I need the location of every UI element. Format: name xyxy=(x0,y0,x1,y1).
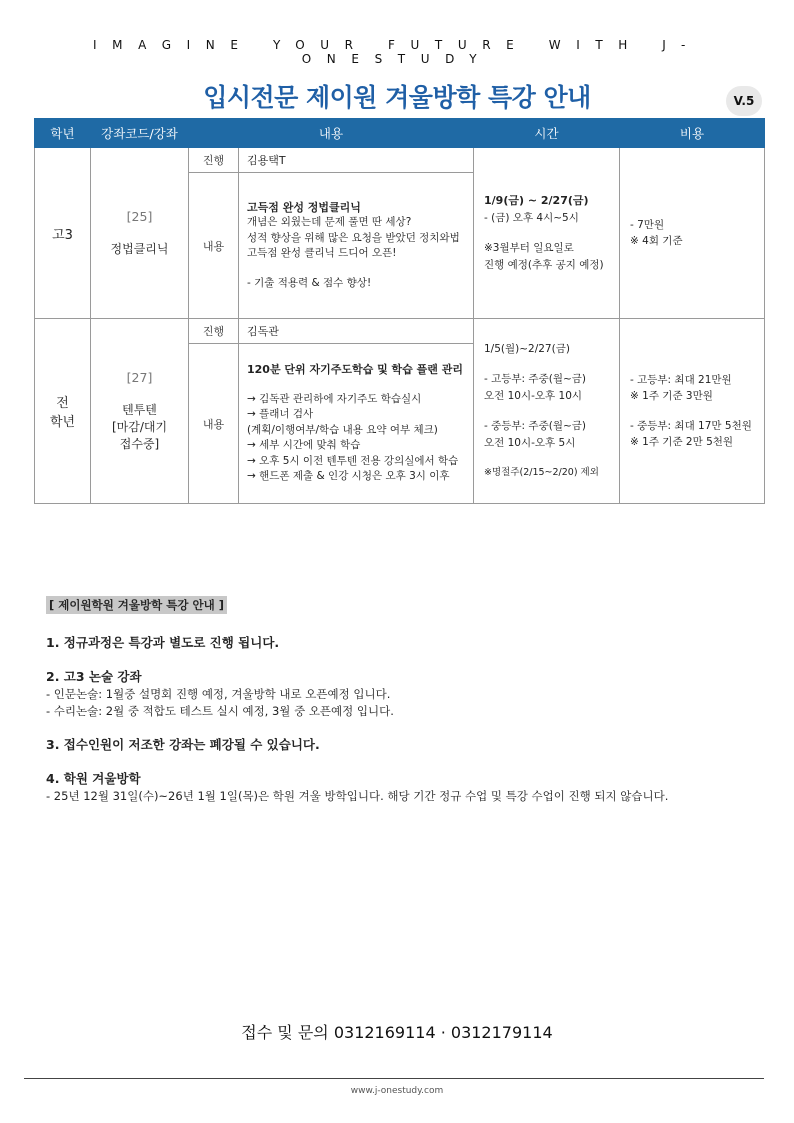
cost-line: - 고등부: 최대 21만원 xyxy=(630,374,732,386)
course-code: [27] xyxy=(126,370,153,385)
course-status: [마감/대기 xyxy=(111,420,168,434)
time-line: 1/5(월)~2/27(금) xyxy=(484,342,570,355)
grade-line: 학년 xyxy=(49,415,76,430)
time-cell xyxy=(474,148,620,319)
time-cell xyxy=(474,319,620,504)
notice-heading: 4. 학원 겨울방학 xyxy=(46,771,141,786)
instructor-name: 김용택T xyxy=(239,148,474,173)
notice-line: - 수리논술: 2월 중 적합도 테스트 실시 예정, 3월 중 오픈예정 입니다. xyxy=(46,704,394,718)
cost-line: - 중등부: 최대 17만 5천원 xyxy=(630,420,752,432)
course-name: 텐투텐 xyxy=(122,403,157,417)
col-header-time: 시간 xyxy=(474,119,620,148)
time-line: 오전 10시-오후 5시 xyxy=(484,436,576,449)
content-line: - 기출 적용력 & 점수 향상! xyxy=(247,276,372,289)
notice-item xyxy=(46,634,766,652)
notice-heading: 1. 정규과정은 특강과 별도로 진행 됩니다. xyxy=(46,635,280,650)
content-line: 성적 향상을 위해 많은 요청을 받았던 정치와법 xyxy=(247,231,460,244)
page-title: 입시전문 제이원 겨울방학 특강 안내 xyxy=(203,83,591,112)
notice-heading: 2. 고3 논술 강좌 xyxy=(46,669,142,684)
content-label: 내용 xyxy=(189,173,239,319)
grade-line: 전 xyxy=(56,396,69,411)
time-line: 오전 10시-오후 10시 xyxy=(484,389,583,402)
time-line: - 중등부: 주중(월~금) xyxy=(484,420,586,432)
course-cell xyxy=(91,148,189,319)
time-line: - (금) 오후 4시~5시 xyxy=(484,211,579,224)
time-line: ※3월부터 일요일로 xyxy=(484,242,574,254)
notice-line: - 25년 12월 31일(수)~26년 1월 1일(목)은 학원 겨울 방학입니다. 해당 기간 정규 수업 및 특강 수업이 진행 되지 않습니다. xyxy=(46,789,669,803)
table-header-row xyxy=(35,119,765,148)
version-badge: V.5 xyxy=(726,86,762,116)
website-link[interactable]: www.j-onestudy.com xyxy=(350,1086,444,1096)
notice-item xyxy=(46,736,766,754)
course-table xyxy=(34,118,765,504)
instructor-label: 진행 xyxy=(189,148,239,173)
content-title: 120분 단위 자기주도학습 및 학습 플랜 관리 xyxy=(247,363,463,377)
table-row xyxy=(35,319,765,344)
content-line: 고득점 완성 클리닉 드디어 오픈! xyxy=(247,247,397,260)
time-line: 진행 예정(추후 공지 예정) xyxy=(484,258,604,271)
grade-cell: 고3 xyxy=(35,148,91,319)
cost-cell xyxy=(620,148,765,319)
content-line: → 김독관 관리하에 자기주도 학습실시 xyxy=(247,392,422,405)
time-line: ※명절주(2/15~2/20) 제외 xyxy=(484,467,599,478)
col-header-grade: 학년 xyxy=(35,119,91,148)
course-name: 정법클리닉 xyxy=(110,242,169,256)
time-title: 1/9(금) ~ 2/27(금) xyxy=(484,194,589,207)
content-label: 내용 xyxy=(189,344,239,504)
course-code: [25] xyxy=(126,209,153,224)
content-line: → 세부 시간에 맞춰 학습 xyxy=(247,439,361,452)
col-header-content: 내용 xyxy=(189,119,474,148)
cost-cell xyxy=(620,319,765,504)
tagline: IMAGINE YOUR FUTURE WITH J-ONESTUDY xyxy=(93,38,701,66)
table-row xyxy=(35,148,765,173)
grade-cell xyxy=(35,319,91,504)
course-status: 접수중] xyxy=(119,437,160,451)
cost-line: ※ 1주 기준 3만원 xyxy=(630,390,713,402)
cost-line: ※ 4회 기준 xyxy=(630,235,683,247)
cost-line: - 7만원 xyxy=(630,219,665,231)
notice-item xyxy=(46,668,766,720)
instructor-name: 김독관 xyxy=(239,319,474,344)
content-line: → 오후 5시 이전 텐투텐 전용 강의실에서 학습 xyxy=(247,454,459,467)
time-line: - 고등부: 주중(월~금) xyxy=(484,373,586,385)
content-line: (계획/이행여부/학습 내용 요약 여부 체크) xyxy=(247,423,438,436)
content-cell xyxy=(239,173,474,319)
cost-line: ※ 1주 기준 2만 5천원 xyxy=(630,436,734,448)
col-header-cost: 비용 xyxy=(620,119,765,148)
content-line: 개념은 외웠는데 문제 풀면 딴 세상? xyxy=(247,216,412,229)
footer-divider xyxy=(24,1078,764,1079)
content-line: → 플래너 검사 xyxy=(247,408,314,421)
notice-section xyxy=(46,596,766,821)
notice-line: - 인문논술: 1월중 설명회 진행 예정, 겨울방학 내로 오픈예정 입니다. xyxy=(46,687,391,701)
col-header-course: 강좌코드/강좌 xyxy=(91,119,189,148)
course-cell xyxy=(91,319,189,504)
content-line: → 핸드폰 제출 & 인강 시청은 오후 3시 이후 xyxy=(247,470,450,483)
notice-item xyxy=(46,770,766,805)
notice-title: [ 제이원학원 겨울방학 특강 안내 ] xyxy=(46,596,227,614)
content-title: 고득점 완성 정법클리닉 xyxy=(247,200,361,214)
content-cell xyxy=(239,344,474,504)
notice-heading: 3. 접수인원이 저조한 강좌는 폐강될 수 있습니다. xyxy=(46,737,320,752)
instructor-label: 진행 xyxy=(189,319,239,344)
contact-info: 접수 및 문의 0312169114 · 0312179114 xyxy=(241,1023,553,1042)
